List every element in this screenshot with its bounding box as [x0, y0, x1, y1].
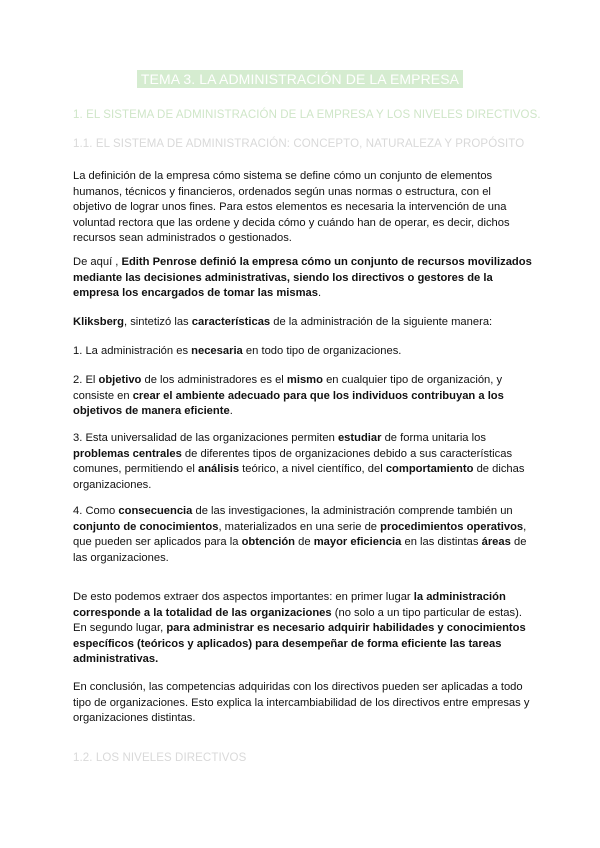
text-line — [73, 286, 531, 302]
text-run: en cualquier tipo de organización, y — [322, 374, 503, 386]
text-run: . — [229, 405, 233, 417]
bold-run: problemas centrales — [73, 447, 182, 460]
text-run: de — [295, 536, 314, 548]
text-run: de — [510, 536, 527, 548]
text-line: La definición de la empresa cómo sistema se define cómo un conjunto de elementos — [73, 170, 493, 182]
section-heading-1-1: 1.1. EL SISTEMA DE ADMINISTRACIÓN: CONCEPTO, NATURALEZA Y PROPÓSITO — [73, 138, 525, 150]
text-run: comunes, permitiendo el — [73, 463, 198, 475]
text-run: de dichas — [473, 463, 525, 475]
bold-run: áreas — [481, 536, 511, 548]
text-line — [73, 431, 531, 447]
text-line — [73, 606, 531, 622]
bold-run: análisis — [198, 463, 240, 475]
text-line: las organizaciones. — [73, 551, 169, 564]
text-run: En segundo lugar, — [73, 622, 167, 634]
text-run: De aquí , — [73, 256, 122, 268]
text-line: En conclusión, las competencias adquiridas con los directivos pueden ser aplicadas a todo — [73, 681, 523, 693]
text-line: recursos sean administrados o gestionados. — [73, 232, 292, 244]
text-run: en las distintas — [401, 536, 482, 548]
bold-run: necesaria — [191, 345, 243, 357]
text-line — [73, 389, 531, 405]
bold-run: administrativas. — [73, 653, 159, 665]
bold-run: corresponde a la totalidad de las organizaciones — [73, 606, 332, 619]
text-run: , sintetizó las — [123, 316, 192, 328]
text-line — [73, 344, 531, 360]
text-run: 1. La administración es — [73, 345, 192, 357]
bold-run: consecuencia — [118, 505, 193, 517]
text-run: de los administradores es el — [141, 374, 287, 386]
text-line — [73, 621, 531, 637]
text-line — [73, 520, 531, 536]
paragraph-penrose — [73, 255, 531, 302]
text-line: organizaciones distintas. — [73, 712, 196, 724]
paragraph-conclusion — [73, 680, 531, 727]
text-line — [73, 373, 531, 389]
paragraph-item-2 — [73, 373, 531, 420]
bold-run: comportamiento — [385, 463, 474, 475]
paragraph-definition — [73, 169, 531, 247]
bold-run: objetivos de manera eficiente — [73, 405, 230, 417]
text-line — [73, 404, 531, 420]
text-run: . — [318, 287, 322, 299]
text-line — [73, 315, 531, 331]
text-line: humanos, técnicos y financieros, ordenados según unas normas o estructura, con el — [73, 185, 491, 198]
paragraph-item-1 — [73, 344, 531, 360]
paragraph-kliksberg — [73, 315, 531, 331]
text-line — [73, 255, 531, 271]
title-wrap — [0, 70, 600, 89]
bold-run: crear el ambiente adecuado para que los individuos contribuyan a los — [132, 389, 504, 402]
text-run: , — [523, 520, 527, 533]
bold-run: específicos (teóricos y aplicados) para desempeñar de forma eficiente las tareas — [73, 637, 502, 650]
text-run: De esto podemos extraer dos aspectos importantes: en primer lugar — [73, 591, 414, 603]
section-heading-1: 1. EL SISTEMA DE ADMINISTRACIÓN DE LA EMPRESA Y LOS NIVELES DIRECTIVOS. — [73, 109, 541, 121]
section-heading-1-2: 1.2. LOS NIVELES DIRECTIVOS — [73, 752, 247, 764]
bold-run: mayor eficiencia — [313, 536, 402, 548]
bold-run: empresa los encargados de tomar las mismas — [73, 287, 318, 299]
text-run: en todo tipo de organizaciones. — [242, 345, 402, 357]
text-run: de la administración de la siguiente manera: — [270, 316, 493, 328]
bold-run: Kliksberg — [73, 316, 124, 328]
text-run: de diferentes tipos de organizaciones debido a sus características — [181, 447, 513, 460]
text-line — [73, 590, 531, 606]
text-line — [73, 462, 531, 478]
text-line — [73, 637, 531, 653]
text-line — [73, 504, 531, 520]
bold-run: objetivo — [98, 374, 142, 386]
bold-run: obtención — [241, 536, 296, 548]
text-line — [73, 535, 531, 551]
text-run: teórico, a nivel científico, del — [239, 463, 386, 475]
paragraph-item-3 — [73, 431, 531, 493]
paragraph-item-4 — [73, 504, 531, 566]
bold-run: mediante las decisiones administrativas, siendo los directivos o gestores de la — [73, 271, 493, 284]
text-line — [73, 652, 531, 668]
text-run: que pueden ser aplicados para la — [73, 536, 242, 548]
text-run: de las investigaciones, la administración comprende también un — [192, 505, 513, 517]
paragraph-aspects — [73, 590, 531, 668]
text-run: consiste en — [73, 389, 133, 402]
text-line: objetivo de lograr unos fines. Para estos elementos es necesaria la intervención de una — [73, 201, 507, 213]
bold-run: mismo — [286, 374, 323, 386]
document-title: TEMA 3. LA ADMINISTRACIÓN DE LA EMPRESA — [137, 70, 463, 88]
text-line: voluntad rectora que las ordene y decida cómo y cuándo han de operar, es decir, dichos — [73, 216, 510, 229]
bold-run: para administrar es necesario adquirir habilidades y conocimientos — [166, 622, 526, 634]
bold-run: la administración — [413, 591, 506, 603]
bold-run: características — [191, 316, 271, 328]
text-run: (no solo a un tipo particular de estas). — [331, 606, 522, 619]
bold-run: Edith Penrose definió la empresa cómo un conjunto de recursos movilizados — [121, 256, 532, 268]
text-line — [73, 271, 531, 287]
text-run: 4. Como — [73, 505, 119, 517]
text-run: , materializados en una serie de — [218, 520, 381, 533]
text-run: 2. El — [73, 374, 99, 386]
text-line — [73, 447, 531, 463]
bold-run: procedimientos operativos — [380, 520, 524, 533]
bold-run: estudiar — [337, 432, 382, 444]
text-line: organizaciones. — [73, 478, 152, 491]
text-run: 3. Esta universalidad de las organizaciones permiten — [73, 432, 338, 444]
text-run: de forma unitaria los — [381, 432, 486, 444]
bold-run: conjunto de conocimientos — [73, 520, 219, 533]
text-line: tipo de organizaciones. Esto explica la intercambiabilidad de los directivos entre empresas y — [73, 696, 530, 709]
